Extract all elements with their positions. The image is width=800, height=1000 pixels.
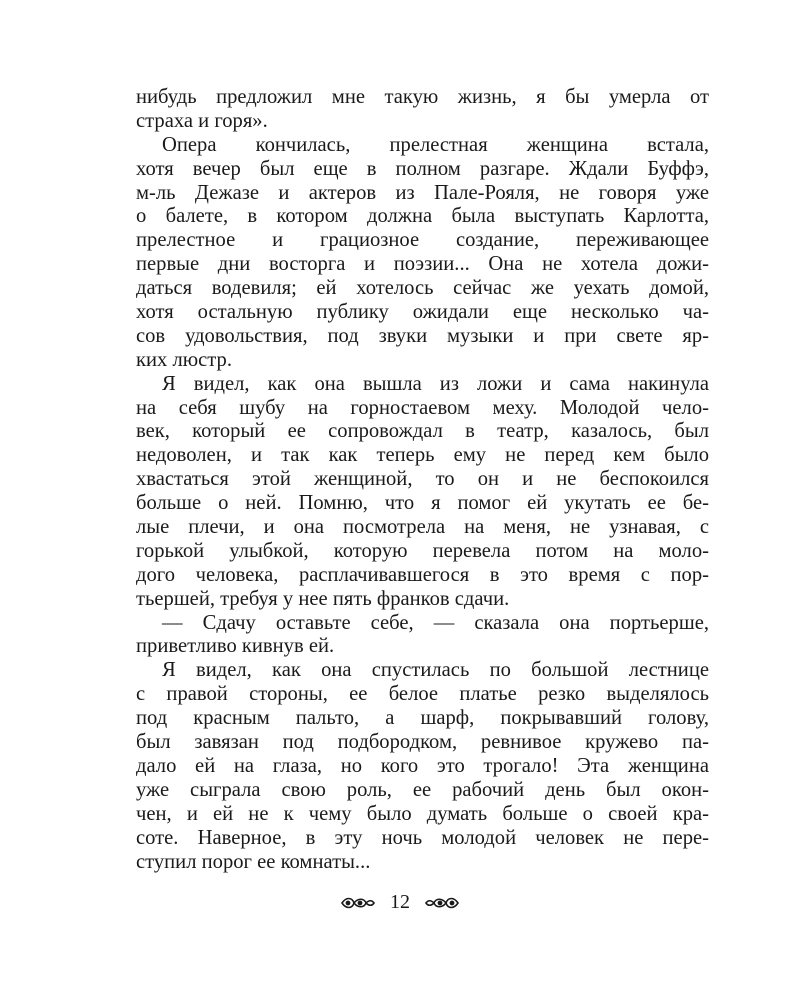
text-line: о балете, в котором должна была выступать Карлотта, <box>136 205 709 228</box>
text-line: страха и горя». <box>136 109 268 132</box>
text-line: Опера кончилась, прелестная женщина встала, <box>162 133 709 156</box>
text-line: — Сдачу оставьте себе, — сказала она портьерше, <box>162 611 709 634</box>
text-line: первые дни восторга и поэзии... Она не хотела дожи- <box>136 253 709 276</box>
paragraph <box>136 659 709 874</box>
text-line: век, который ее сопровождал в театр, казалось, был <box>136 420 709 443</box>
text-line: прелестное и грациозное создание, переживающее <box>136 229 709 252</box>
text-line: чен, и ей не к чему было думать больше о своей кра- <box>136 802 709 825</box>
text-line: нибудь предложил мне такую жизнь, я бы умерла от <box>136 86 709 108</box>
text-line: больше о ней. Помню, что я помог ей укутать ее бе- <box>136 492 709 515</box>
page-footer <box>0 891 800 914</box>
text-line: хотя вечер был еще в полном разгаре. Ждали Буффэ, <box>136 157 709 180</box>
paragraph <box>136 612 709 660</box>
text-line: хвастаться этой женщиной, то он и не беспокоился <box>136 468 709 491</box>
text-line: дало ей на глаза, но кого это трогало! Эта женщина <box>136 754 709 777</box>
paragraph <box>136 86 709 134</box>
text-line: соте. Наверное, в эту ночь молодой человек не пере- <box>136 826 709 849</box>
page-number: 12 <box>390 891 410 913</box>
text-line: недоволен, и так как теперь ему не перед кем было <box>136 444 709 467</box>
text-line: м-ль Дежазе и актеров из Пале-Рояля, не говоря уже <box>136 181 709 204</box>
text-line: на себя шубу на горностаевом меху. Молодой чело- <box>136 396 709 419</box>
paragraph <box>136 134 709 373</box>
text-line: был завязан под подбородком, ревнивое кружево па- <box>136 731 709 754</box>
text-line: горькой улыбкой, которую перевела потом на моло- <box>136 539 709 562</box>
left-fleuron-icon <box>340 894 376 912</box>
text-line: дого человека, расплачивавшегося в это время с пор- <box>136 563 709 586</box>
text-line: Я видел, как она спустилась по большой лестнице <box>162 659 709 682</box>
text-line: даться водевиля; ей хотелось сейчас же уехать домой, <box>136 277 709 300</box>
text-line: под красным пальто, а шарф, покрывавший голову, <box>136 707 709 730</box>
text-line: приветливо кивнув ей. <box>136 635 335 658</box>
text-line: ких люстр. <box>136 348 232 371</box>
text-line: сов удовольствия, под звуки музыки и при свете яр- <box>136 324 709 347</box>
text-line: хотя остальную публику ожидали еще несколько ча- <box>136 301 709 324</box>
text-line: лые плечи, и она посмотрела на меня, не узнавая, с <box>136 516 709 539</box>
text-line: ступил порог ее комнаты... <box>136 850 371 873</box>
text-line: Я видел, как она вышла из ложи и сама накинула <box>162 372 709 395</box>
text-line: тьершей, требуя у нее пять франков сдачи. <box>136 587 510 610</box>
text-line: уже сыграла свою роль, ее рабочий день был окон- <box>136 778 709 801</box>
right-fleuron-icon <box>424 894 460 912</box>
page-text <box>136 86 709 874</box>
paragraph <box>136 373 709 612</box>
text-line: с правой стороны, ее белое платье резко выделялось <box>136 683 709 706</box>
